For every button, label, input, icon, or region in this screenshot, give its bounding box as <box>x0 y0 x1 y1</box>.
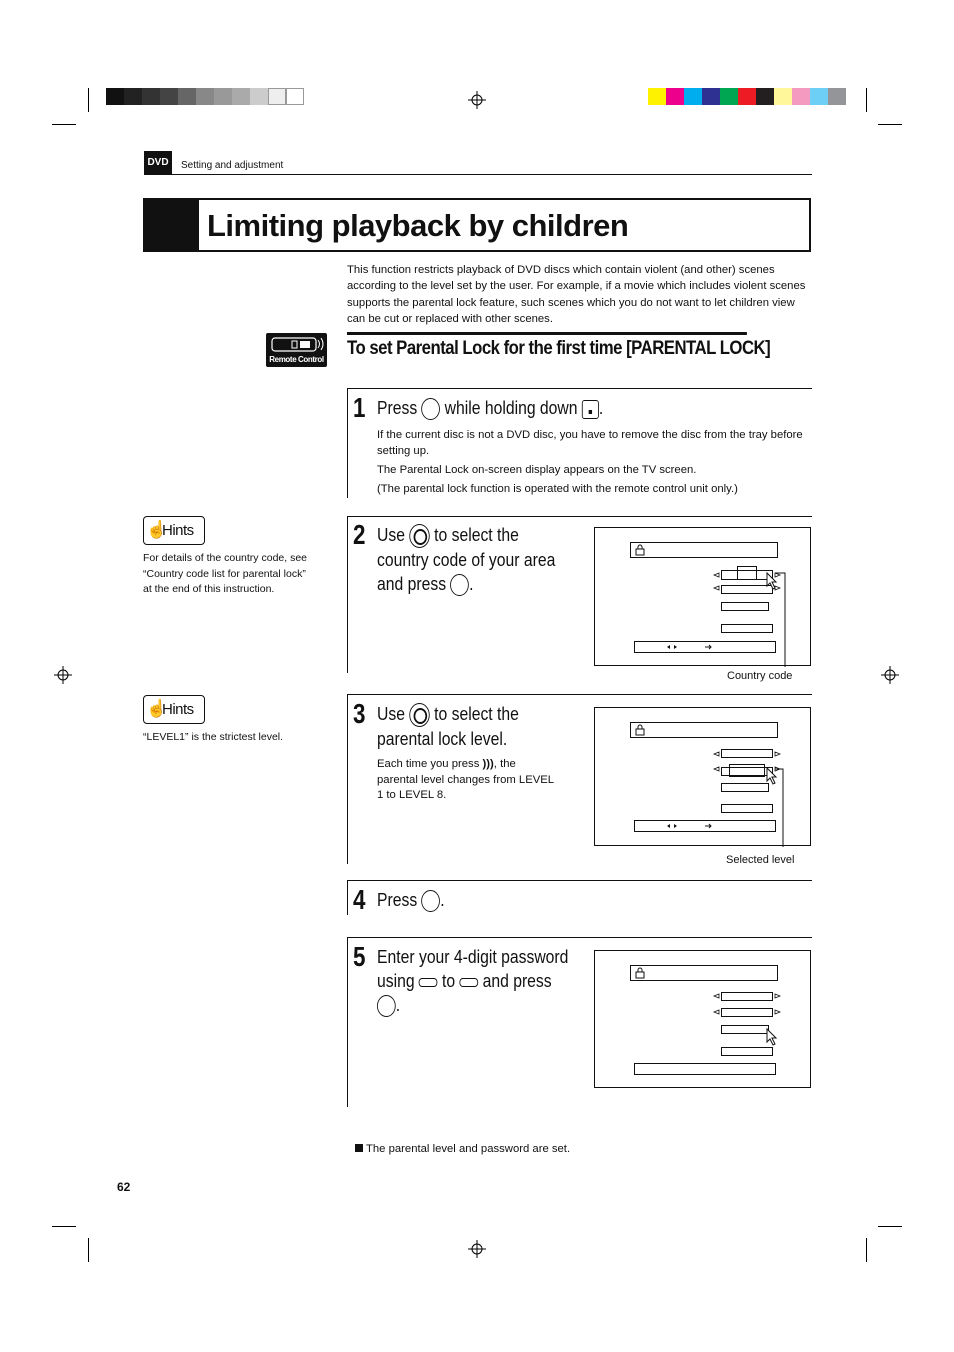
osd-arrows-icon <box>595 951 812 1089</box>
color-swatch <box>106 88 124 105</box>
color-swatch <box>232 88 250 105</box>
osd-screen-country <box>594 527 811 666</box>
crop-mark <box>878 1226 902 1227</box>
color-swatch <box>142 88 160 105</box>
section-label: Setting and adjustment <box>181 160 284 171</box>
pointing-hand-icon: ☝ <box>146 699 167 718</box>
osd-arrows-icon <box>595 708 812 847</box>
crop-mark <box>52 124 76 125</box>
number-button-icon <box>460 978 479 987</box>
hint-1-text: For details of the country code, see “Country code list for parental lock” at the end of this instruction. <box>143 552 308 595</box>
hints-badge: ☝ Hints <box>143 695 205 724</box>
step-1-number: 1 <box>353 392 366 423</box>
crop-mark <box>866 1238 867 1262</box>
step-3-bar <box>347 694 348 864</box>
color-swatch <box>268 88 286 105</box>
registration-mark-icon <box>468 1240 486 1258</box>
color-swatch <box>756 88 774 105</box>
registration-mark-icon <box>881 666 899 684</box>
remote-control-icon <box>266 333 327 355</box>
color-swatch <box>214 88 232 105</box>
step-4-bar <box>347 880 348 915</box>
step-5-rule <box>347 937 812 938</box>
crop-mark <box>88 1238 89 1262</box>
crop-mark <box>88 88 89 112</box>
step-3-instruction: Use to select the parental lock level. <box>377 703 519 750</box>
step-2-number: 2 <box>353 519 366 550</box>
hint-2-text: “LEVEL1” is the strictest level. <box>143 731 284 743</box>
number-button-icon <box>419 978 438 987</box>
step-3-rule <box>347 694 812 695</box>
step-3-number: 3 <box>353 698 366 729</box>
color-swatch <box>738 88 756 105</box>
enter-button-icon <box>377 995 396 1017</box>
crop-mark <box>866 88 867 112</box>
hints-badge: ☝ Hints <box>143 516 205 545</box>
title-block <box>145 200 199 250</box>
intro-paragraph: This function restricts playback of DVD discs which contain violent (and other) scenes according to the level set by the user. For example, if a movie which includes violent scenes supports the parental lock feature, such scenes which you do not want to let children view can be cut or replaced with other scenes. <box>347 264 806 325</box>
color-swatch <box>684 88 702 105</box>
color-swatch <box>178 88 196 105</box>
cursor-dial-icon <box>409 703 429 727</box>
parental-lock-button-icon <box>422 398 441 420</box>
color-swatch <box>124 88 142 105</box>
color-swatch <box>720 88 738 105</box>
color-swatch <box>286 88 304 105</box>
step-5-number: 5 <box>353 941 366 972</box>
enter-button-icon <box>450 574 469 596</box>
step-1-note-3: (The parental lock function is operated with the remote control unit only.) <box>377 483 738 495</box>
osd-screen-level <box>594 707 811 846</box>
osd-arrows-icon <box>595 528 812 667</box>
remote-control-badge <box>266 333 327 367</box>
stop-button-icon <box>582 400 599 419</box>
step-2-rule <box>347 516 812 517</box>
crop-mark <box>52 1226 76 1227</box>
registration-mark-icon <box>54 666 72 684</box>
registration-mark-icon <box>468 91 486 109</box>
color-swatch <box>196 88 214 105</box>
cursor-dial-icon <box>409 524 429 548</box>
step-1-rule <box>347 388 812 389</box>
color-swatch <box>828 88 846 105</box>
page-title: Limiting playback by children <box>207 208 629 243</box>
enter-button-icon <box>422 890 441 912</box>
step-1-note-1: If the current disc is not a DVD disc, you have to remove the disc from the tray before setting up. <box>377 429 803 457</box>
pointing-hand-icon: ☝ <box>146 520 167 539</box>
step-4-instruction: Press . <box>377 888 445 912</box>
dvd-badge: DVD <box>144 151 172 175</box>
color-swatch <box>160 88 178 105</box>
color-swatch <box>702 88 720 105</box>
step-1-note-2: The Parental Lock on-screen display appears on the TV screen. <box>377 464 697 476</box>
country-code-callout: Country code <box>727 670 793 682</box>
color-swatch <box>648 88 666 105</box>
color-swatch <box>792 88 810 105</box>
step-2-instruction: Use to select the country code of your area and press . <box>377 523 555 596</box>
color-swatch <box>810 88 828 105</box>
color-swatch <box>666 88 684 105</box>
section-subheading: To set Parental Lock for the first time [PARENTAL LOCK] <box>347 332 747 360</box>
header-rule <box>172 174 812 175</box>
remote-control-label: Remote Control <box>269 355 324 364</box>
step-4-rule <box>347 880 812 881</box>
cursor-right-icon: ))) <box>482 758 494 770</box>
title-box <box>143 198 811 252</box>
step-4-number: 4 <box>353 884 366 915</box>
page-number: 62 <box>117 1180 131 1194</box>
result-note: The parental level and password are set. <box>355 1143 570 1155</box>
step-5-instruction: Enter your 4-digit password using to and press . <box>377 945 568 1017</box>
step-2-bar <box>347 516 348 673</box>
osd-screen-password <box>594 950 811 1088</box>
color-swatch <box>250 88 268 105</box>
step-3-note: Each time you press ))), the parental level changes from LEVEL 1 to LEVEL 8. <box>377 758 555 801</box>
step-1-bar <box>347 388 348 498</box>
selected-level-callout: Selected level <box>726 854 795 866</box>
step-1-instruction: Press while holding down . <box>377 396 603 420</box>
square-bullet-icon <box>355 1144 363 1152</box>
color-swatch <box>774 88 792 105</box>
crop-mark <box>878 124 902 125</box>
step-5-bar <box>347 937 348 1107</box>
